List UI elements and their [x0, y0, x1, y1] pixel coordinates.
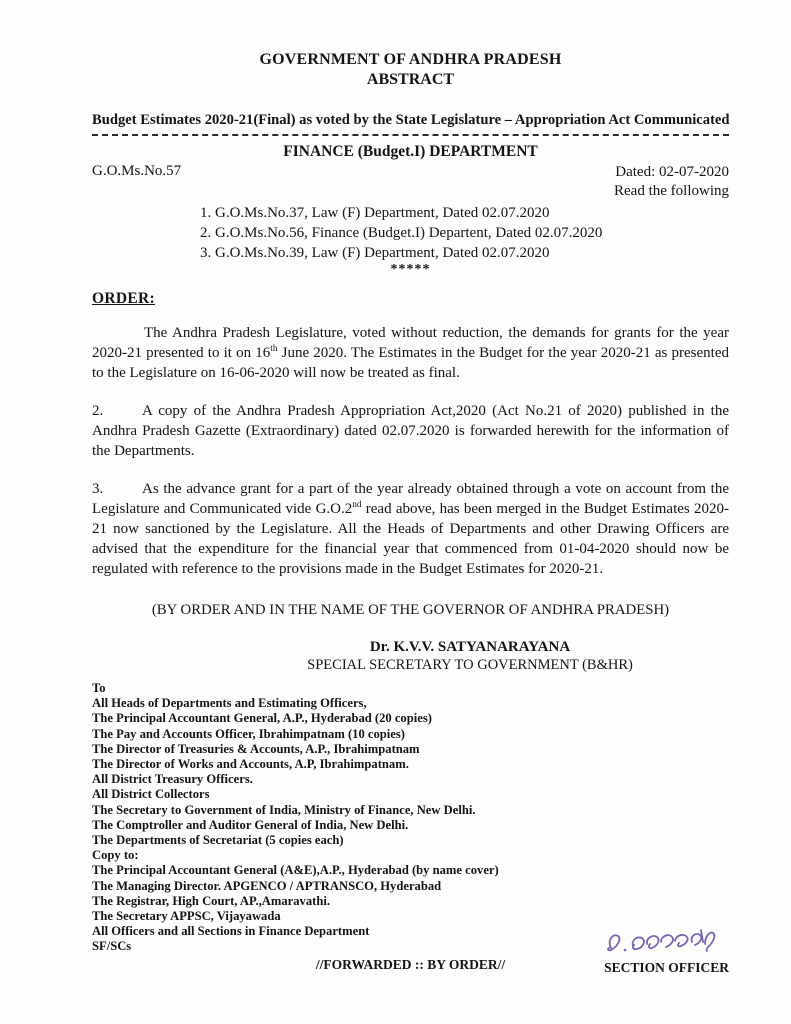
- go-row: [92, 163, 729, 201]
- paragraph-1-text: June 2020. The Estimates in the Budget for the year 2020-21 as presented to the Legislature on 16-06-2020 will now be treated as final.: [92, 345, 729, 381]
- copy-to-label: Copy to:: [92, 848, 139, 863]
- order-heading: ORDER:: [92, 290, 155, 307]
- by-order-line: (BY ORDER AND IN THE NAME OF THE GOVERNOR OF ANDHRA PRADESH): [151, 602, 670, 618]
- department-heading: FINANCE (Budget.I) DEPARTMENT: [283, 143, 538, 160]
- copy-to-item: The Registrar, High Court, AP.,Amaravathi.: [92, 893, 330, 908]
- copy-to-item: The Managing Director. APGENCO / APTRANSCO, Hyderabad: [92, 878, 442, 893]
- to-list-item: The Director of Treasuries & Accounts, A.P., Ibrahimpatnam: [92, 741, 420, 756]
- to-list-item: The Comptroller and Auditor General of India, New Delhi.: [92, 817, 409, 832]
- paragraph-2: [92, 401, 729, 461]
- go-number: G.O.Ms.No.57: [92, 163, 182, 179]
- paragraph-3-number: 3.: [92, 481, 104, 497]
- paragraph-2-number: 2.: [92, 403, 104, 419]
- reference-item: 3. G.O.Ms.No.39, Law (F) Department, Dated 02.07.2020: [200, 245, 550, 261]
- signatory-name: Dr. K.V.V. SATYANARAYANA: [369, 639, 571, 655]
- to-list-item: The Principal Accountant General, A.P., Hyderabad (20 copies): [92, 711, 432, 726]
- dated-label: Dated: 02-07-2020: [615, 164, 729, 180]
- abstract-line: Budget Estimates 2020-21(Final) as voted by the State Legislature – Appropriation Act Communicated: [92, 112, 730, 128]
- paragraph-1: [92, 323, 729, 383]
- to-list-item: All District Collectors: [92, 787, 210, 802]
- document-title: GOVERNMENT OF ANDHRA PRADESH: [259, 51, 562, 68]
- stars-separator: *****: [390, 262, 431, 277]
- to-list-item: All District Treasury Officers.: [92, 772, 253, 787]
- document-subtitle: ABSTRACT: [366, 71, 455, 88]
- forwarded-line: //FORWARDED :: BY ORDER//: [315, 956, 506, 972]
- paragraph-1-text: The Andhra Pradesh Legislature, voted without reduction, the demands for grants for the year 2020-21 presented to it on 16: [92, 325, 729, 361]
- copy-to-item: SF/SCs: [92, 939, 132, 954]
- handwritten-signature-ink: [597, 928, 723, 962]
- signatory-block: [260, 638, 680, 674]
- copy-to-item: The Secretary APPSC, Vijayawada: [92, 909, 281, 924]
- paragraph-3: [92, 479, 729, 579]
- copy-to-item: The Principal Accountant General (A&E),A.P., Hyderabad (by name cover): [92, 863, 499, 878]
- references-list: [200, 203, 729, 263]
- signature-block: [597, 928, 729, 976]
- paragraph-2-text: A copy of the Andhra Pradesh Appropriation Act,2020 (Act No.21 of 2020) published in the Andhra Pradesh Gazette (Extraordinary) dated 02.07.2020 is forwarded herewith for the information of the Departments.: [92, 403, 729, 459]
- go-date-block: [614, 163, 729, 201]
- distribution-list: [92, 681, 729, 955]
- section-officer-label: SECTION OFFICER: [604, 960, 729, 975]
- signatory-title: SPECIAL SECRETARY TO GOVERNMENT (B&HR): [307, 657, 633, 673]
- to-list-item: All Heads of Departments and Estimating Officers,: [92, 696, 367, 711]
- paragraph-3-text: As the advance grant for a part of the year already obtained through a vote on account from the Legislature and Communicated vide G.O.2: [92, 481, 729, 517]
- to-list-item: The Secretary to Government of India, Ministry of Finance, New Delhi.: [92, 802, 476, 817]
- to-list-item: The Pay and Accounts Officer, Ibrahimpatnam (10 copies): [92, 726, 405, 741]
- to-list-item: The Departments of Secretariat (5 copies each): [92, 833, 344, 848]
- dashed-separator: [92, 134, 729, 136]
- read-following-label: Read the following: [614, 183, 729, 199]
- superscript: nd: [352, 500, 362, 510]
- reference-item: 2. G.O.Ms.No.56, Finance (Budget.I) Departent, Dated 02.07.2020: [200, 225, 603, 241]
- reference-item: 1. G.O.Ms.No.37, Law (F) Department, Dated 02.07.2020: [200, 205, 550, 221]
- copy-to-item: All Officers and all Sections in Finance Department: [92, 924, 370, 939]
- to-list-item: The Director of Works and Accounts, A.P, Ibrahimpatnam.: [92, 757, 409, 772]
- superscript: th: [270, 344, 278, 354]
- paragraph-3-text: read above, has been merged in the Budget Estimates 2020-21 now sanctioned by the Legislature. All the Heads of Departments and other Drawing Officers are advised that the expenditure for the financial year that commenced from 01-04-2020 should now be regulated with reference to the provisions made in the Budget Estimates for 2020-21.: [92, 501, 729, 577]
- to-label: To: [92, 681, 106, 695]
